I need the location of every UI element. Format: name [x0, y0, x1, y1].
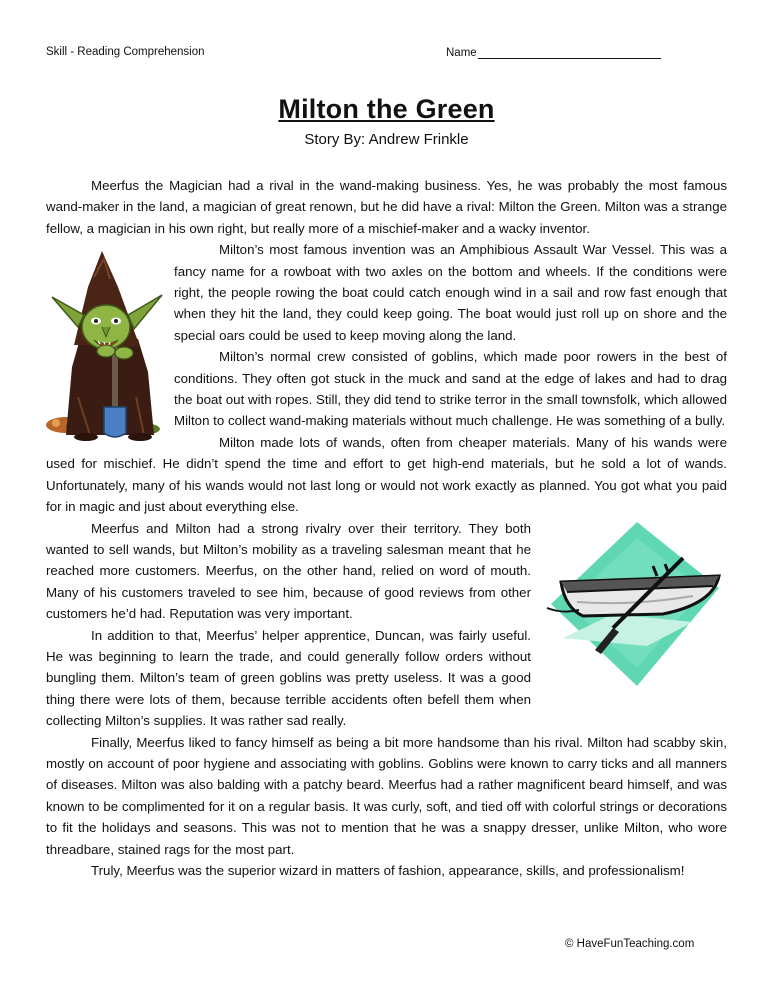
story-byline: Story By: Andrew Frinkle	[304, 131, 469, 148]
paragraph: Milton made lots of wands, often from cheaper materials. Many of his wands were used for mischief. He didn’t spend the time and effort to get high-end materials, but he sold a lot of wands. Unfortunately, many of his wands would not last long or would not work exactly as planned. You got what you paid for in magic and just about everything else.	[46, 434, 727, 515]
skill-label: Skill - Reading Comprehension	[46, 46, 205, 58]
copyright-footer: © HaveFunTeaching.com	[565, 938, 695, 950]
paragraph: Finally, Meerfus liked to fancy himself as being a bit more handsome than his rival. Milton had scabby skin, mostly on account of poor hygiene and associating with goblins. Goblins were known to carry ticks and all manners of diseases. Milton was also balding with a patchy beard. Meerfus had a rather magnificent beard himself, and was known to be complimented for it on a regular basis. It was curly, soft, and tied off with colorful strings or decorations to fit the holidays and seasons. This was not to mention that he was a snappy dresser, unlike Milton, who wore threadbare, stained rags for the most part.	[46, 734, 727, 857]
goblin-icon	[44, 247, 168, 443]
paragraph: Meerfus the Magician had a rival in the wand-making business. Yes, he was probably the most famous wand-maker in the land, a magician of great renown, but he did have a rival: Milton the Green. Milton was a strange fellow, a magician in his own right, but really more of a mischief-maker and a wacky inventor.	[46, 178, 727, 236]
story-title: Milton the Green	[278, 94, 495, 124]
rowboat-icon	[543, 518, 727, 690]
paragraph: Milton’s most famous invention was an Amphibious Assault War Vessel. This was a fancy name for a rowboat with two axles on the bottom and wheels. If the conditions were right, the people rowing the boat could catch enough wind in a sail and row fast enough that when they hit the land, they could keep going. The boat would just roll up on shore and the special oars could be used to keep moving along the land.	[174, 242, 727, 343]
name-field[interactable]	[446, 46, 661, 59]
paragraph: Truly, Meerfus was the superior wizard in matters of fashion, appearance, skills, and professionalism!	[91, 863, 685, 878]
story-body	[46, 175, 727, 881]
name-label: Name	[446, 47, 477, 59]
goblin-illustration	[44, 247, 168, 443]
rowboat-illustration	[543, 518, 727, 690]
paragraph: Milton’s normal crew consisted of goblins, which made poor rowers in the best of conditions. They often got stuck in the muck and sand at the edge of lakes and had to drag the boat out with ropes. Still, they did tend to strike terror in the small townsfolk, which allowed Milton to collect wand-making materials without much challenge. He was something of a bully.	[174, 349, 727, 429]
name-blank-line[interactable]	[478, 46, 661, 59]
paragraph: Meerfus and Milton had a strong rivalry over their territory. They both wanted to sell wands, but Milton’s mobility as a traveling salesman meant that he reached more customers. Meerfus, on the other hand, relied on word of mouth. Many of his customers traveled to see him, because of good reviews from other customers he’d had. Reputation was very important.	[46, 520, 531, 622]
paragraph: In addition to that, Meerfus’ helper apprentice, Duncan, was fairly useful. He was beginning to learn the trade, and could generally follow orders without bungling them. Milton’s team of green goblins was pretty useless. It was a good thing there were lots of them, because terrible accidents often befell them when collecting Milton’s supplies. It was rather sad really.	[46, 627, 531, 729]
